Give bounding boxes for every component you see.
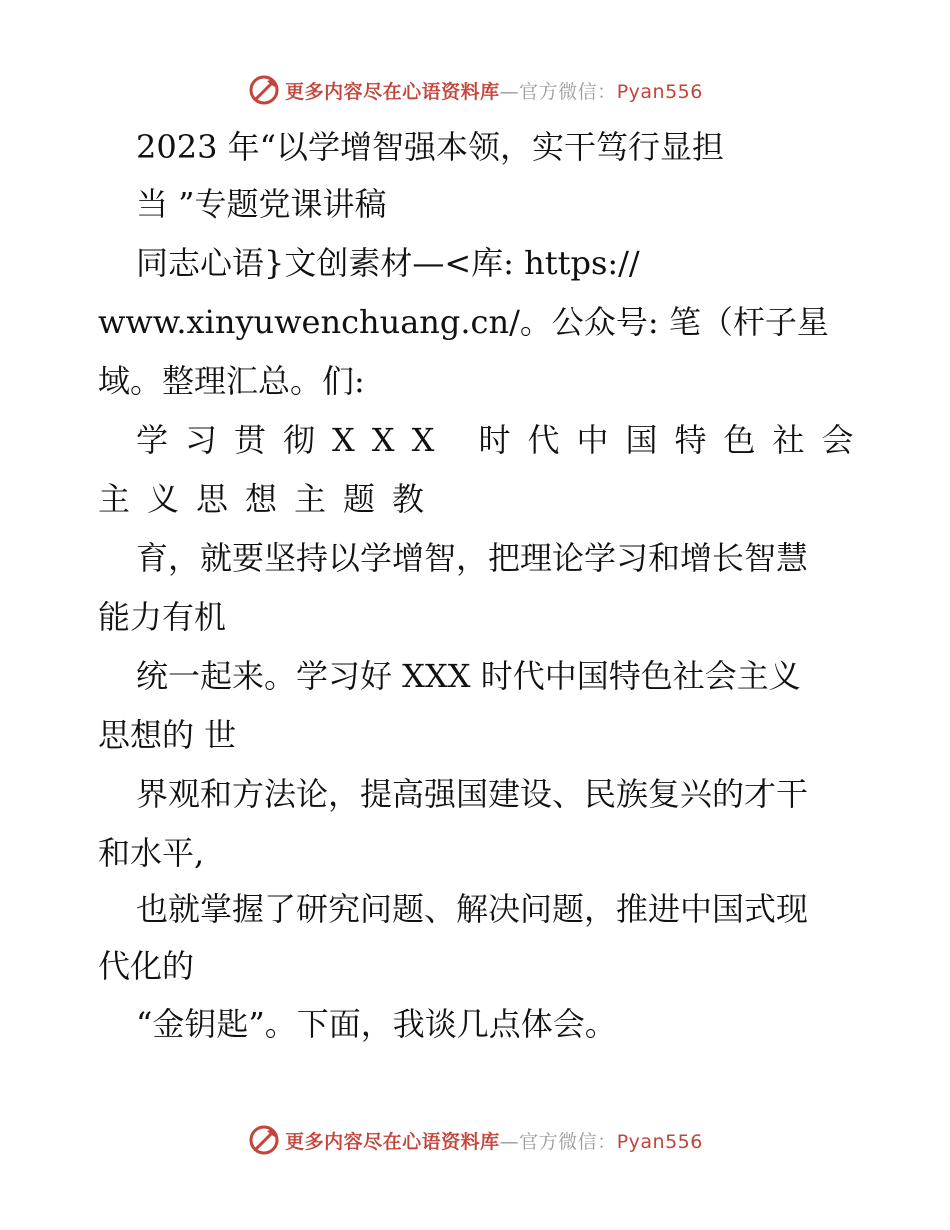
watermark-separator: — — [499, 1130, 520, 1153]
title-line-2: 当 ”专题党课讲稿 — [136, 185, 387, 223]
paragraph-line-10: 代化的 — [98, 947, 195, 985]
paragraph-line-4: 能力有机 — [98, 598, 227, 636]
source-line-2: www.xinyuwenchuang.cn/。公众号: 笔（杆子星 — [98, 303, 829, 341]
watermark-wechat-handle: Pyan556 — [616, 80, 703, 103]
paragraph-line-8: 和水平, — [98, 834, 205, 872]
watermark-separator: — — [499, 80, 520, 103]
watermark-wechat-handle: Pyan556 — [616, 1130, 703, 1153]
paragraph-line-6: 思想的 世 — [98, 716, 237, 754]
paragraph-line-11: “金钥匙”。下面，我谈几点体会。 — [136, 1005, 617, 1043]
watermark-brand: 更多内容尽在心语资料库 — [285, 1130, 500, 1153]
title-line-1: 2023 年“以学增智强本领，实干笃行显担 — [136, 128, 724, 166]
paragraph-line-5: 统一起来。学习好 XXX 时代中国特色社会主义 — [136, 657, 801, 695]
source-line-3: 域。整理汇总。们: — [98, 362, 365, 400]
paragraph-line-9: 也就掌握了研究问题、解决问题，推进中国式现 — [136, 890, 809, 928]
source-line-1: 同志心语}文创素材—<库: https:// — [136, 244, 640, 282]
paragraph-line-1: 学习贯彻XXX 时代中国特色社会 — [136, 421, 871, 459]
watermark-wechat-label: 官方微信： — [519, 1130, 617, 1153]
paragraph-line-3: 育，就要坚持以学增智，把理论学习和增长智慧 — [136, 539, 809, 577]
quill-pen-logo-icon — [247, 1123, 281, 1157]
watermark-brand: 更多内容尽在心语资料库 — [285, 80, 500, 103]
watermark-wechat-label: 官方微信： — [519, 80, 617, 103]
paragraph-line-7: 界观和方法论，提高强国建设、民族复兴的才干 — [136, 775, 809, 813]
footer-watermark — [0, 1122, 950, 1158]
paragraph-line-2: 主义思想主题教 — [98, 480, 442, 518]
watermark-text — [285, 1127, 703, 1154]
